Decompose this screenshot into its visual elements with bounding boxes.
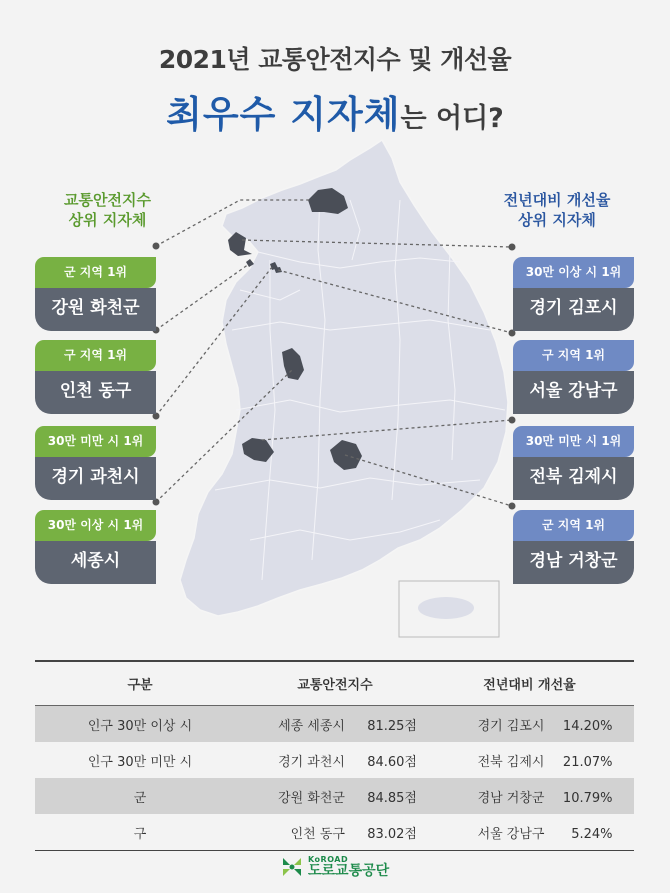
card-tag: 군 지역 1위 [513, 510, 634, 541]
card-name: 세종시 [35, 541, 156, 584]
cell-safety-score: 81.25점 [367, 718, 417, 734]
cell-safety-region: 세종 세종시 [278, 718, 345, 734]
header-improvement: 전년대비 개선율 [483, 678, 576, 693]
mainland-shape [180, 140, 508, 616]
card-name: 전북 김제시 [513, 457, 634, 500]
cell-improve-rate: 10.79% [562, 790, 613, 806]
cell-improve-rate: 5.24% [571, 826, 613, 842]
card-tag: 군 지역 1위 [35, 257, 156, 288]
right-card-gimpo [513, 257, 634, 331]
title-suffix: 는 어디? [400, 103, 504, 134]
table-row [35, 814, 634, 850]
logo-ko: 도로교통공단 [308, 863, 390, 879]
card-name: 경기 김포시 [513, 288, 634, 331]
cell-improve-region: 서울 강남구 [477, 826, 545, 842]
right-card-gimje [513, 426, 634, 500]
left-card-incheon-donggu [35, 340, 156, 414]
table-row [35, 742, 634, 778]
koroad-logo [280, 852, 389, 882]
card-name: 인천 동구 [35, 371, 156, 414]
island [195, 570, 215, 580]
card-tag: 30만 이상 시 1위 [513, 257, 634, 288]
card-tag: 구 지역 1위 [35, 340, 156, 371]
header-category: 구분 [127, 678, 153, 693]
card-name: 경남 거창군 [513, 541, 634, 584]
cell-category: 구 [133, 826, 147, 842]
table-header-row [35, 662, 634, 706]
cell-category: 인구 30만 이상 시 [87, 718, 193, 734]
card-tag: 구 지역 1위 [513, 340, 634, 371]
right-section-header: 전년대비 개선율 상위 지자체 [503, 191, 611, 229]
jeju-island [418, 597, 474, 619]
cell-safety-region: 강원 화천군 [278, 790, 345, 806]
left-card-gwacheon [35, 426, 156, 500]
left-section-header: 교통안전지수 상위 지자체 [64, 191, 151, 229]
cell-improve-rate: 21.07% [562, 754, 613, 770]
card-tag: 30만 이상 시 1위 [35, 510, 156, 541]
cell-safety-region: 경기 과천시 [278, 754, 345, 770]
logo-en: KoROAD [308, 855, 349, 864]
cell-improve-region: 경남 거창군 [477, 790, 545, 806]
cell-safety-score: 83.02점 [367, 826, 417, 842]
header-safety-index: 교통안전지수 [297, 678, 373, 693]
cell-safety-region: 인천 동구 [290, 826, 345, 842]
title-line1: 2021년 교통안전지수 및 개선율 [158, 45, 512, 74]
cell-safety-score: 84.60점 [367, 754, 417, 770]
title-highlight: 최우수 지자체 [166, 93, 401, 136]
cell-improve-region: 전북 김제시 [477, 754, 545, 770]
card-tag: 30만 미만 시 1위 [513, 426, 634, 457]
island [228, 598, 244, 606]
table-row [35, 706, 634, 742]
ranking-table [35, 660, 634, 851]
cell-safety-score: 84.85점 [367, 790, 417, 806]
cell-improve-region: 경기 김포시 [477, 718, 545, 734]
card-tag: 30만 미만 시 1위 [35, 426, 156, 457]
card-name: 서울 강남구 [513, 371, 634, 414]
koroad-mark-icon [280, 855, 304, 879]
card-name: 경기 과천시 [35, 457, 156, 500]
cell-category: 인구 30만 미만 시 [87, 754, 193, 770]
table-row [35, 778, 634, 814]
island [436, 265, 444, 271]
left-card-hwacheon [35, 257, 156, 331]
cell-category: 군 [133, 790, 147, 806]
right-card-gangnam [513, 340, 634, 414]
cell-improve-rate: 14.20% [562, 718, 613, 734]
card-name: 강원 화천군 [35, 288, 156, 331]
right-card-geochang [513, 510, 634, 584]
left-card-sejong [35, 510, 156, 584]
